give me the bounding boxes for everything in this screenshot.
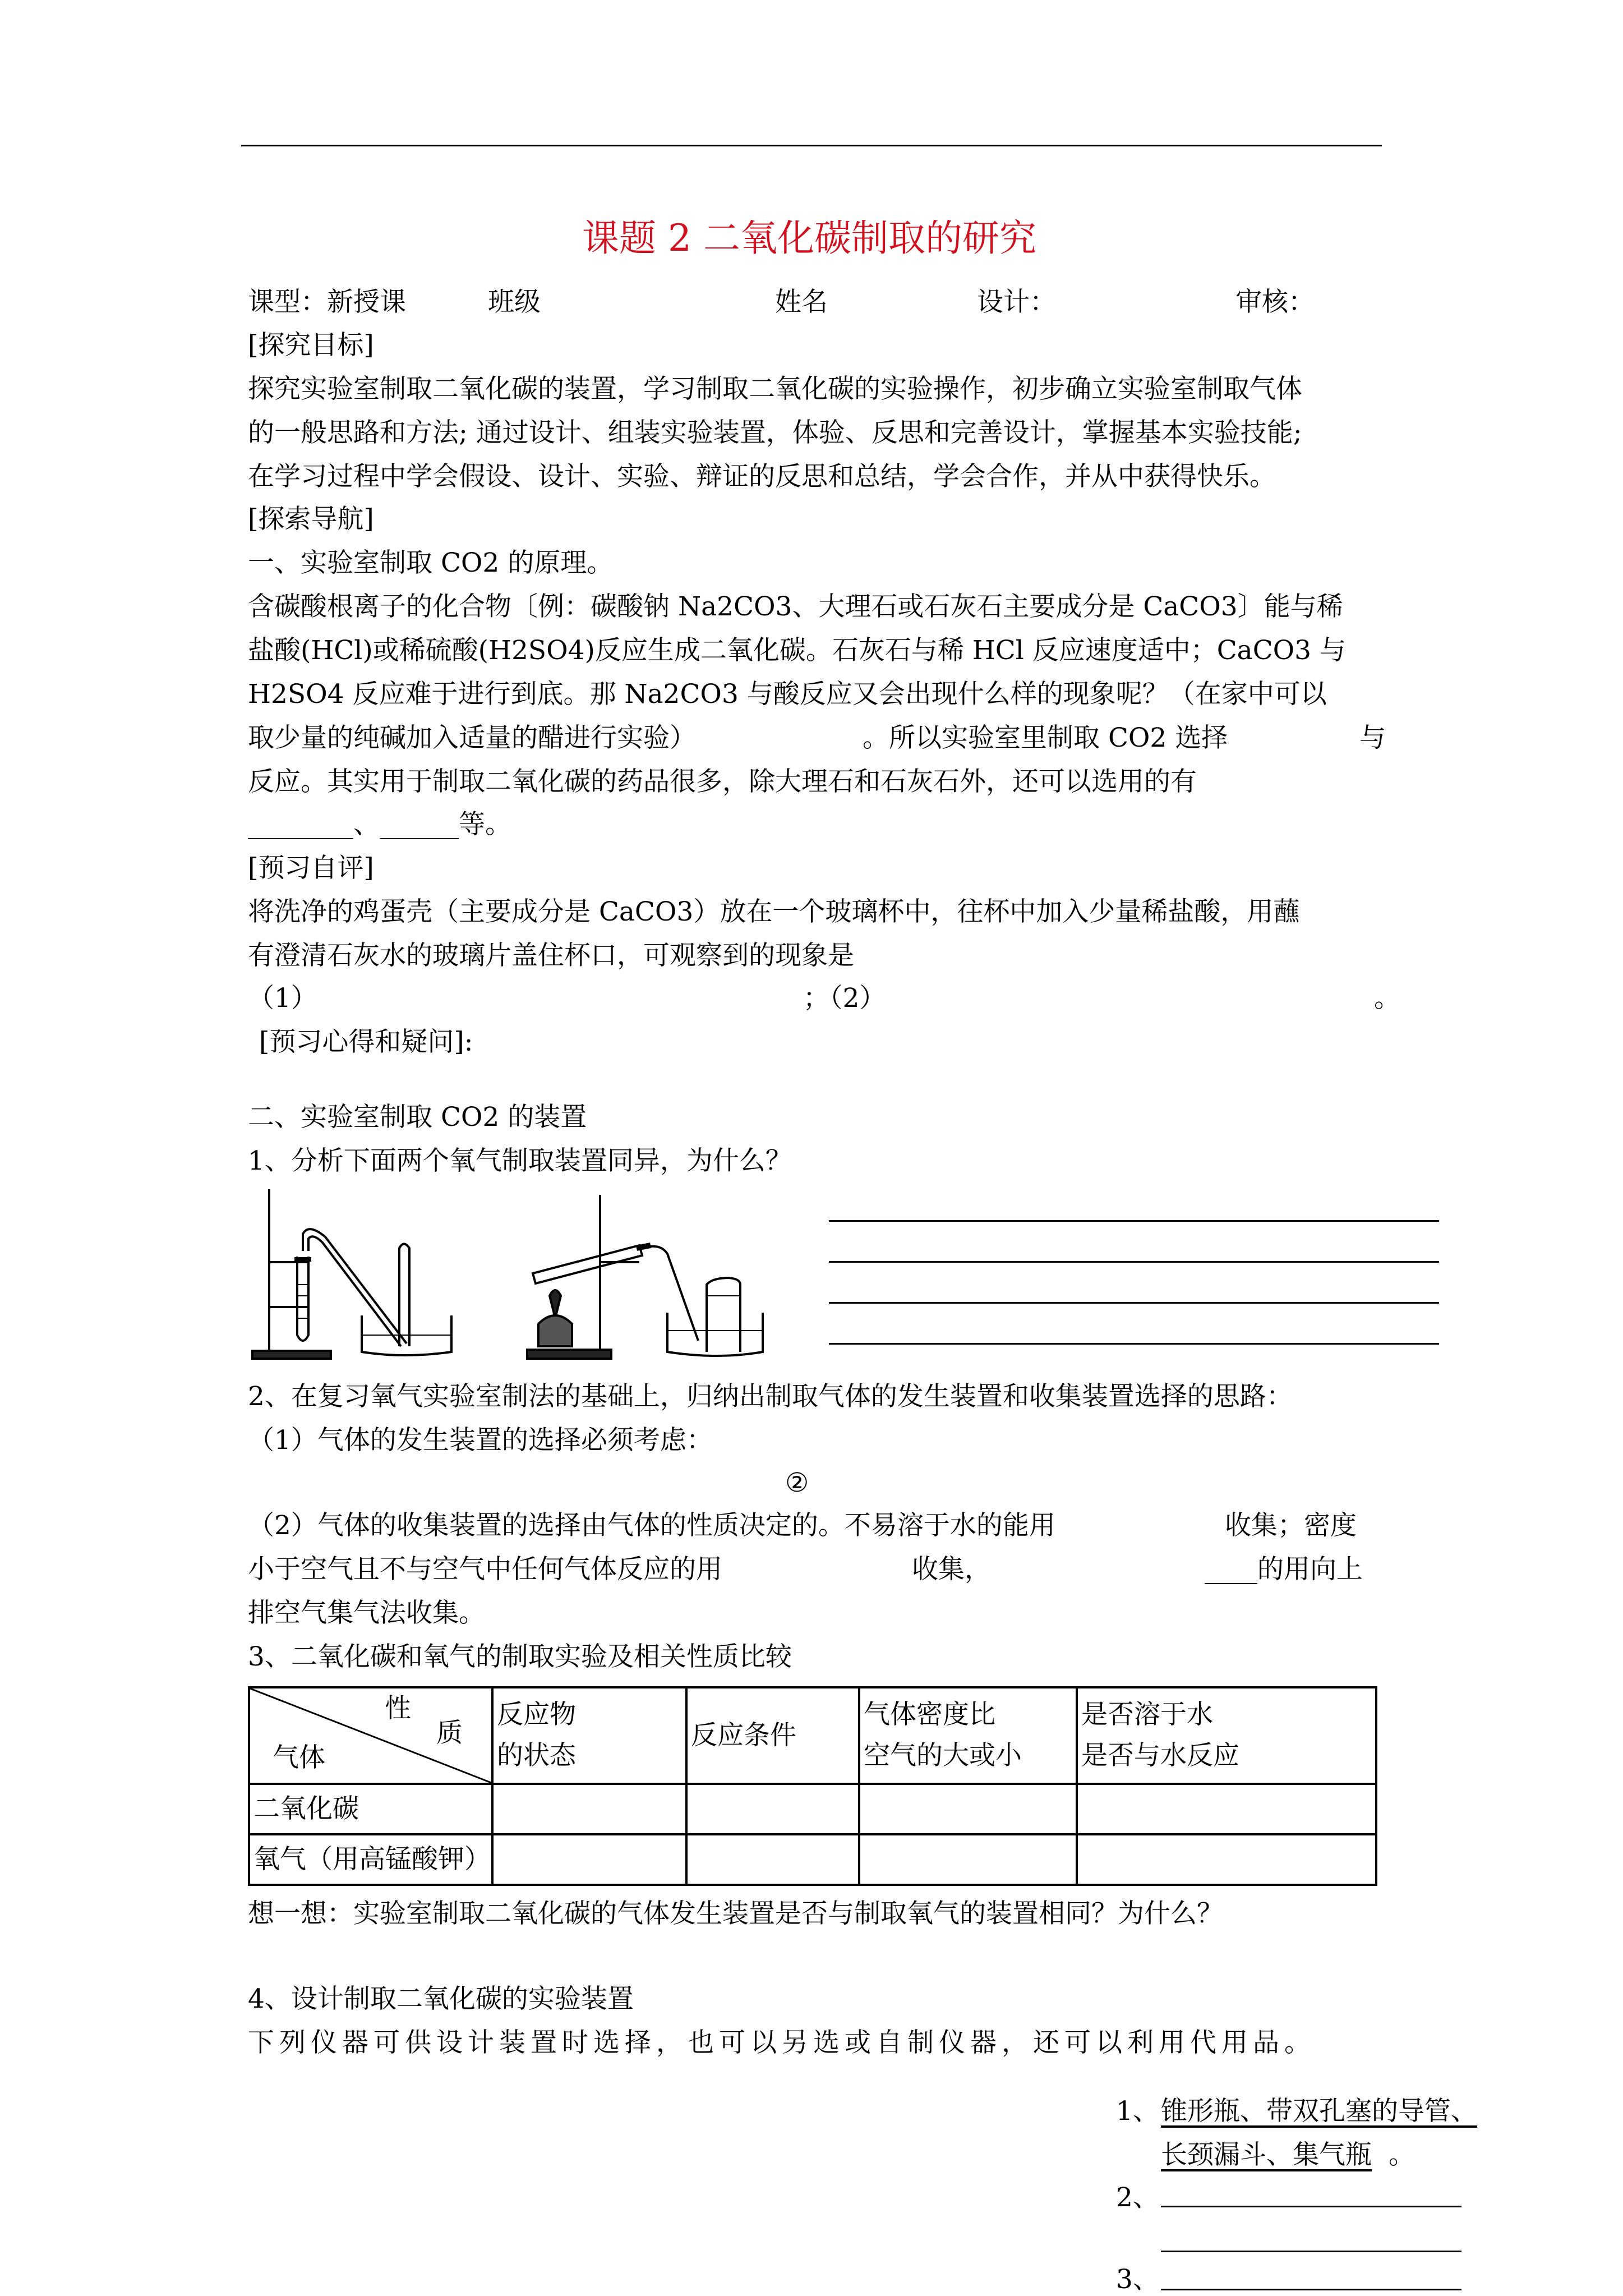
table-cell[interactable] <box>1077 1784 1376 1834</box>
corner-label-prop1: 性 <box>385 1693 411 1724</box>
question-1: 1、分析下面两个氧气制取装置同异，为什么？ <box>248 1145 792 1176</box>
question-2-2-end: 收集；密度 <box>1225 1510 1357 1541</box>
table-cell[interactable] <box>492 1784 686 1834</box>
preview-line: 将洗净的鸡蛋壳（主要成分是 CaCO3）放在一个玻璃杯中，往杯中加入少量稀盐酸，用蘸 <box>248 896 1300 927</box>
goal-line: 的一般思路和方法; 通过设计、组装实验装置，体验、反思和完善设计，掌握基本实验技能; <box>248 417 1302 448</box>
question-2-1: （1）气体的发生装置的选择必须考虑： <box>248 1425 713 1456</box>
review-label: 审核： <box>1235 287 1315 318</box>
header-line: 反应物 <box>497 1699 576 1731</box>
preview-end: 。 <box>1374 983 1400 1014</box>
answer-line <box>829 1261 1439 1263</box>
design-label: 设计： <box>977 287 1056 318</box>
comparison-table <box>248 1686 1377 1886</box>
column-header <box>1077 1687 1376 1784</box>
section2-heading: 二、实验室制取 CO2 的装置 <box>248 1102 587 1133</box>
item-1-number: 1、 <box>1116 2096 1159 2127</box>
row-label: 二氧化碳 <box>249 1784 492 1834</box>
table-cell[interactable] <box>1077 1834 1376 1885</box>
nav-heading: [探索导航] <box>248 504 374 535</box>
preview-item1: （1） <box>248 983 317 1014</box>
answer-line <box>829 1220 1439 1222</box>
page-title: 课题 2 二氧化碳制取的研究 <box>582 217 1036 260</box>
corner-label-gas: 气体 <box>273 1742 325 1773</box>
section1-line: 与 <box>1359 723 1386 753</box>
column-header <box>859 1687 1077 1784</box>
table-corner <box>249 1687 492 1784</box>
preview-item2: ；（2） <box>803 983 886 1014</box>
question-2: 2、在复习氧气实验室制法的基础上，归纳出制取气体的发生装置和收集装置选择的思路： <box>248 1381 1293 1412</box>
question-2-2: （2）气体的收集装置的选择由气体的性质决定的。不易溶于水的能用 <box>248 1510 1055 1541</box>
question-3: 3、二氧化碳和氧气的制取实验及相关性质比较 <box>248 1641 792 1672</box>
answer-line <box>829 1302 1439 1304</box>
answer-line <box>1161 2251 1461 2252</box>
item-1-text: 锥形瓶、带双孔塞的导管、 <box>1161 2096 1477 2127</box>
preview-line: 有澄清石灰水的玻璃片盖住杯口，可观察到的现象是 <box>248 940 854 971</box>
table-cell[interactable] <box>686 1834 859 1885</box>
apparatus-figure-2 <box>516 1184 791 1363</box>
item-1-text-2: 长颈漏斗、集气瓶 <box>1161 2139 1372 2170</box>
table-cell[interactable] <box>492 1834 686 1885</box>
header-line: 是否溶于水 <box>1081 1699 1213 1731</box>
header-line: 空气的大或小 <box>864 1740 1022 1771</box>
answer-line <box>1161 2289 1461 2290</box>
corner-label-prop2: 质 <box>436 1718 463 1749</box>
answer-line <box>829 1343 1439 1345</box>
table-row <box>249 1834 1376 1885</box>
table-cell[interactable] <box>859 1834 1077 1885</box>
header-line: 气体密度比 <box>864 1699 995 1731</box>
item-3-number: 3、 <box>1116 2264 1159 2295</box>
apparatus-figure-1 <box>247 1184 471 1363</box>
answer-line <box>1161 2206 1461 2207</box>
section1-blanks: ________、______等。 <box>248 809 511 840</box>
preview-notes: [预习心得和疑问]: <box>259 1027 473 1057</box>
column-header <box>492 1687 686 1784</box>
section1-heading: 一、实验室制取 CO2 的原理。 <box>248 547 614 578</box>
goal-line: 探究实验室制取二氧化碳的装置，学习制取二氧化碳的实验操作，初步确立实验室制取气体 <box>248 374 1302 404</box>
section1-line: 盐酸(HCl)或稀硫酸(H2SO4)反应生成二氧化碳。石灰石与稀 HCl 反应速度适中；CaCO3 与 <box>248 635 1347 666</box>
item-2-number: 2、 <box>1116 2182 1159 2213</box>
question-2-3-end: ____的用向上 <box>1205 1554 1363 1585</box>
row-label: 氧气（用高锰酸钾） <box>249 1834 492 1885</box>
section1-line: 取少量的纯碱加入适量的醋进行实验） <box>248 723 696 753</box>
think-question: 想一想：实验室制取二氧化碳的气体发生装置是否与制取氧气的装置相同？为什么？ <box>248 1898 1223 1929</box>
question-2-3-mid: 收集， <box>912 1554 991 1585</box>
question-2-3: 小于空气且不与空气中任何气体反应的用 <box>248 1554 722 1585</box>
table-cell[interactable] <box>686 1784 859 1834</box>
goal-heading: [探究目标] <box>248 330 374 361</box>
section1-line: 。所以实验室里制取 CO2 选择 <box>863 723 1228 753</box>
header-line: 的状态 <box>497 1740 576 1771</box>
section1-line: 反应。其实用于制取二氧化碳的药品很多，除大理石和石灰石外，还可以选用的有 <box>248 766 1197 797</box>
section1-line: 含碳酸根离子的化合物〔例：碳酸钠 Na2CO3、大理石或石灰石主要成分是 CaCO3〕能与稀 <box>248 591 1343 622</box>
item-1-end: 。 <box>1389 2139 1415 2170</box>
lesson-type: 课型：新授课 <box>248 287 406 318</box>
section1-line: H2SO4 反应难于进行到底。那 Na2CO3 与酸反应又会出现什么样的现象呢？（在家中可以 <box>248 679 1327 710</box>
section4-line: 下列仪器可供设计装置时选择，也可以另选或自制仪器，还可以利用代用品。 <box>248 2027 1316 2058</box>
circled-number-2: ② <box>785 1467 809 1498</box>
header-rule <box>241 145 1382 146</box>
table-row <box>249 1784 1376 1834</box>
class-label: 班级 <box>488 287 541 318</box>
table-cell[interactable] <box>859 1784 1077 1834</box>
question-2-4: 排空气集气法收集。 <box>248 1598 485 1628</box>
preview-heading: [预习自评] <box>248 853 374 884</box>
section4-heading: 4、设计制取二氧化碳的实验装置 <box>248 1984 634 2014</box>
column-header: 反应条件 <box>686 1687 859 1784</box>
goal-line: 在学习过程中学会假设、设计、实验、辩证的反思和总结，学会合作，并从中获得快乐。 <box>248 461 1276 492</box>
header-line: 是否与水反应 <box>1081 1740 1239 1771</box>
name-label: 姓名 <box>775 287 828 318</box>
